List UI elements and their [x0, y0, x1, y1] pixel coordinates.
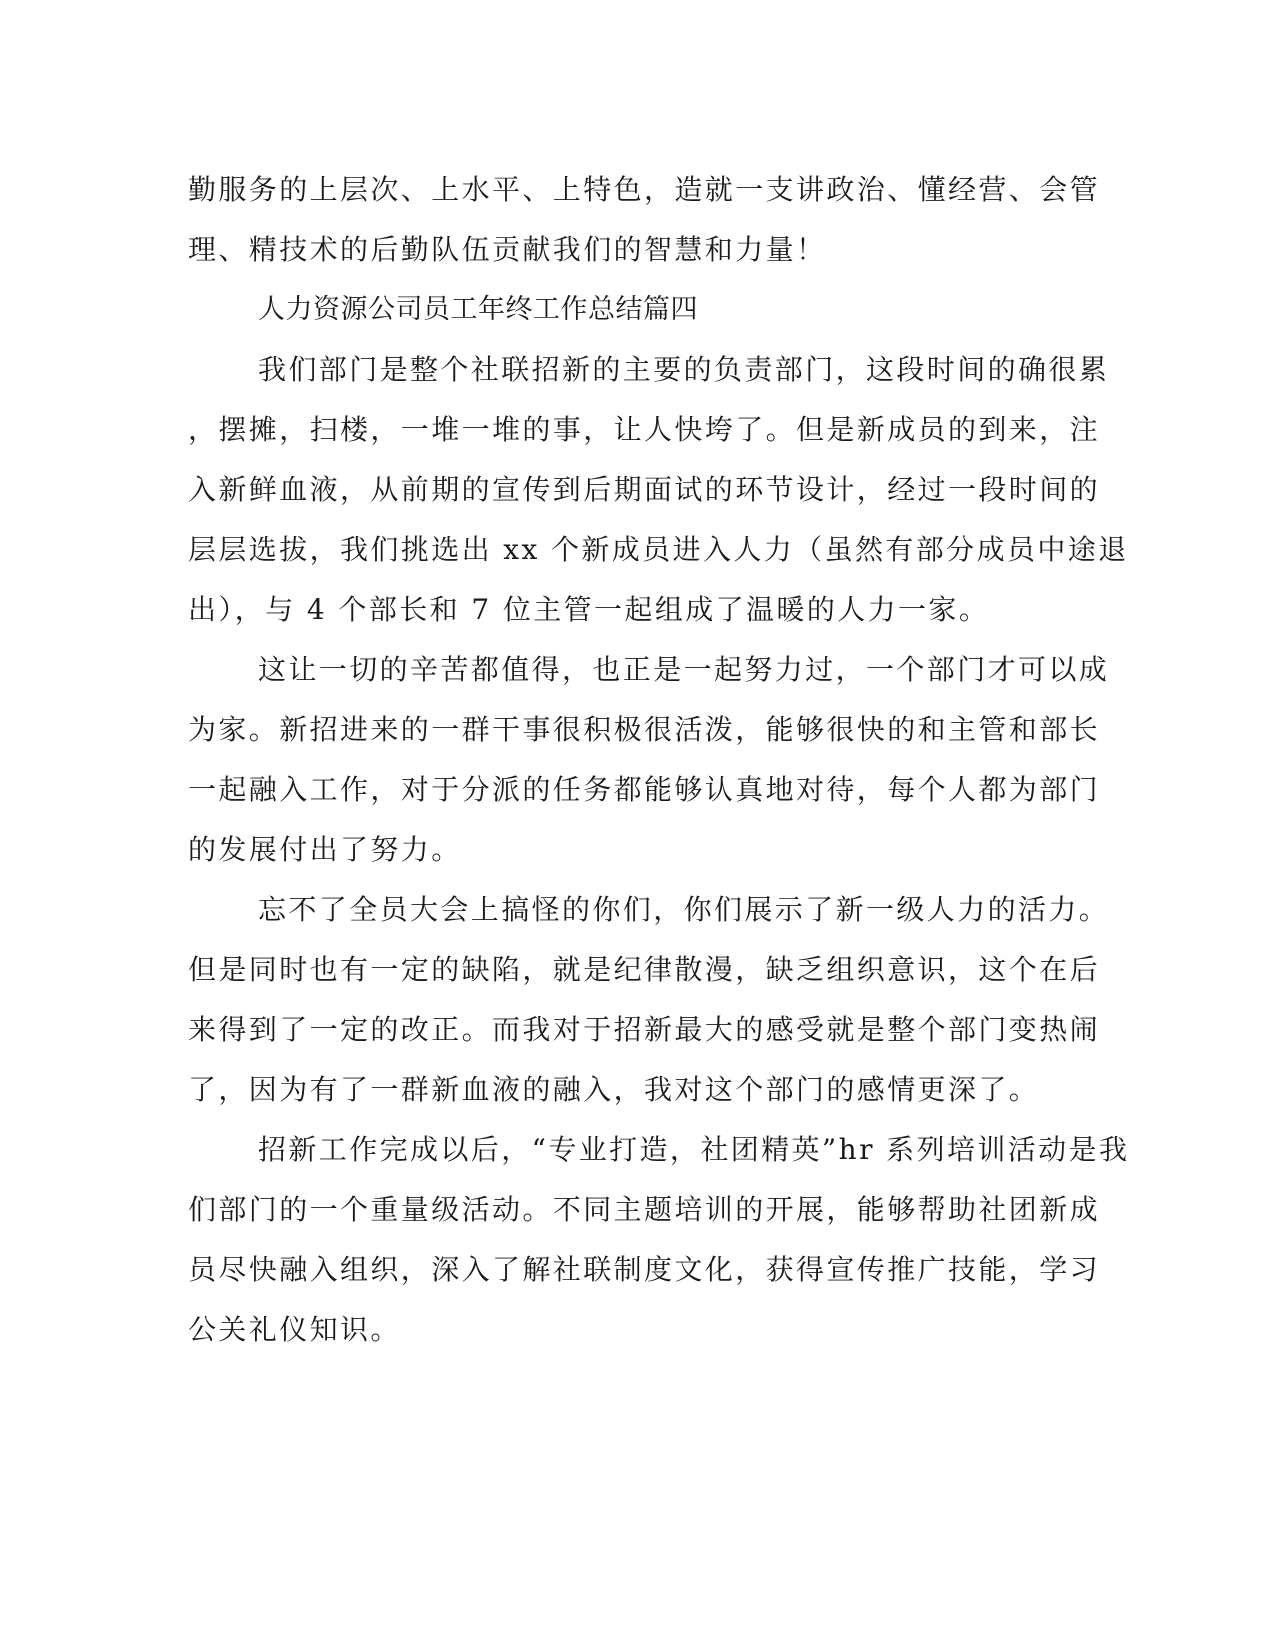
section-heading: 人力资源公司员工年终工作总结篇四: [258, 294, 698, 325]
text-line: 公关礼仪知识。: [188, 1313, 401, 1346]
text-line: 为家。新招进来的一群干事很积极很活泼，能够很快的和主管和部长: [188, 713, 1101, 746]
text-line: 理、精技术的后勤队伍贡献我们的智慧和力量！: [188, 233, 827, 266]
document-body: [188, 160, 1130, 1360]
text-line: 这让一切的辛苦都值得，也正是一起努力过，一个部门才可以成: [258, 653, 1110, 686]
text-line: 出），与 4 个部长和 7 位主管一起组成了温暖的人力一家。: [188, 593, 990, 626]
text-line: 勤服务的上层次、上水平、上特色，造就一支讲政治、懂经营、会管: [188, 173, 1101, 206]
text-line: 的发展付出了努力。: [188, 833, 462, 866]
text-line: 招新工作完成以后，“专业打造，社团精英”hr 系列培训活动是我: [258, 1133, 1130, 1166]
text-line: 们部门的一个重量级活动。不同主题培训的开展，能够帮助社团新成: [188, 1193, 1101, 1226]
text-line: 一起融入工作，对于分派的任务都能够认真地对待，每个人都为部门: [188, 773, 1101, 806]
text-line: ，摆摊，扫楼，一堆一堆的事，让人快垮了。但是新成员的到来，注: [188, 413, 1101, 446]
text-line: 来得到了一定的改正。而我对于招新最大的感受就是整个部门变热闹: [188, 1013, 1101, 1046]
text-line: 层层选拔，我们挑选出 xx 个新成员进入人力（虽然有部分成员中途退: [188, 533, 1129, 566]
text-line: 忘不了全员大会上搞怪的你们，你们展示了新一级人力的活力。: [258, 893, 1110, 926]
text-line: 了，因为有了一群新血液的融入，我对这个部门的感情更深了。: [188, 1073, 1040, 1106]
text-line: 我们部门是整个社联招新的主要的负责部门，这段时间的确很累: [258, 353, 1110, 386]
text-line: 但是同时也有一定的缺陷，就是纪律散漫，缺乏组织意识，这个在后: [188, 953, 1101, 986]
text-line: 员尽快融入组织，深入了解社联制度文化，获得宣传推广技能，学习: [188, 1253, 1101, 1286]
text-line: 入新鲜血液，从前期的宣传到后期面试的环节设计，经过一段时间的: [188, 473, 1101, 506]
